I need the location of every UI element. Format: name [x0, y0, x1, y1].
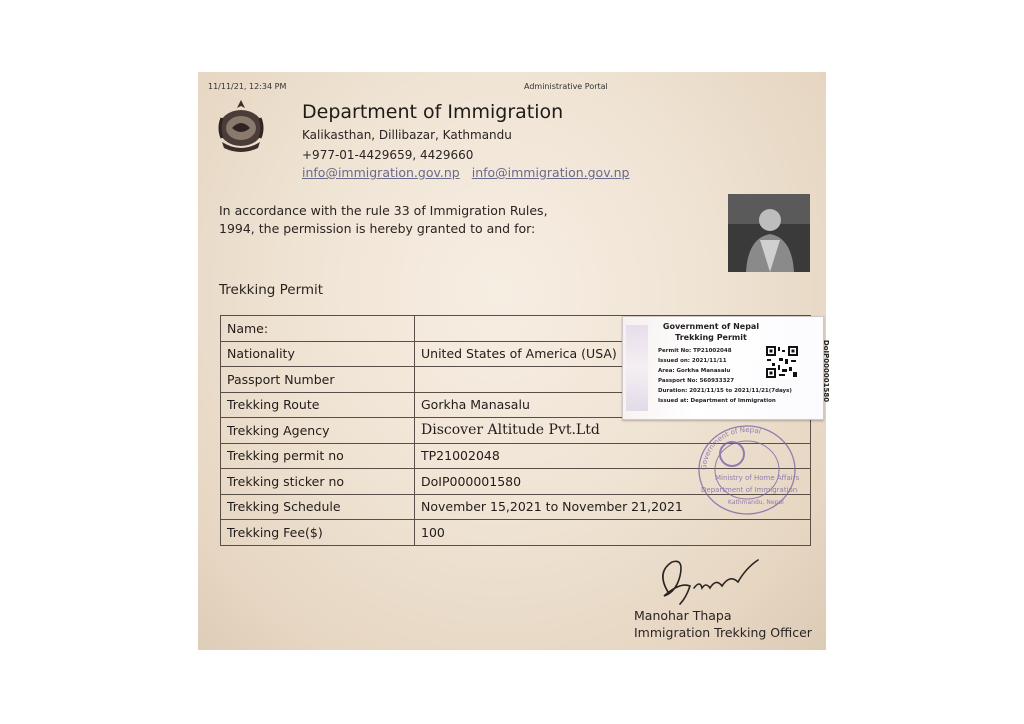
permit-heading: Trekking Permit: [219, 282, 324, 298]
stamp-text-1: Government of Nepal: [699, 425, 762, 471]
email-link-1[interactable]: info@immigration.gov.np: [302, 165, 460, 180]
row-label: Trekking permit no: [221, 443, 415, 469]
row-value: DoIP000001580: [415, 469, 811, 495]
department-phone: +977-01-4429659, 4429660: [302, 148, 474, 162]
row-label: Name:: [221, 316, 415, 342]
sticker-title: Trekking Permit: [675, 333, 747, 342]
row-label: Trekking sticker no: [221, 469, 415, 495]
stamp-text-4: Kathmandu, Nepal: [728, 499, 784, 506]
qr-code-icon: [765, 345, 799, 379]
row-label: Nationality: [221, 341, 415, 367]
signer-role: Immigration Trekking Officer: [634, 625, 812, 640]
permit-document: [198, 72, 831, 650]
department-address: Kalikasthan, Dillibazar, Kathmandu: [302, 128, 512, 142]
row-value: November 15,2021 to November 21,2021: [415, 494, 811, 520]
svg-text:Government of Nepal: [700, 426, 762, 470]
grant-statement: In accordance with the rule 33 of Immigration Rules, 1994, the permission is hereby granted to and for:: [219, 203, 548, 236]
portal-label: Administrative Portal: [524, 82, 608, 91]
stamp-text-3: Department of Immigration: [701, 486, 798, 494]
sticker-issued-on: Issued on: 2021/11/11: [658, 358, 727, 364]
stamp-text-2: Ministry of Home Affairs: [715, 474, 800, 482]
row-label: Trekking Fee($): [221, 520, 415, 546]
row-label: Passport Number: [221, 367, 415, 393]
official-stamp: [692, 418, 802, 518]
sticker-issued-at: Issued at: Department of Immigration: [658, 398, 776, 404]
department-title: Department of Immigration: [302, 101, 564, 123]
row-value: United States of America (USA): [415, 341, 811, 367]
sticker-permit-no: Permit No: TP21002048: [658, 348, 732, 354]
holder-photo: [728, 194, 810, 272]
row-label: Trekking Schedule: [221, 494, 415, 520]
row-value: Gorkha Manasalu: [415, 392, 811, 418]
handwritten-signature: [650, 552, 770, 612]
row-label: Trekking Agency: [221, 418, 415, 444]
print-timestamp: 11/11/21, 12:34 PM: [208, 82, 287, 91]
row-value: TP21002048: [415, 443, 811, 469]
nepal-emblem-icon: [216, 98, 266, 156]
row-label: Trekking Route: [221, 392, 415, 418]
sticker-vertical-code: DoIP000001580: [822, 339, 831, 403]
trekking-permit-sticker: [622, 316, 831, 420]
sticker-area: Area: Gorkha Manasalu: [658, 368, 731, 374]
department-emails: [302, 165, 637, 180]
sticker-duration: Duration: 2021/11/15 to 2021/11/21(7days): [658, 388, 792, 394]
sticker-gov: Government of Nepal: [662, 322, 760, 331]
row-value: Discover Altitude Pvt.Ltd: [415, 418, 811, 444]
sticker-passport: Passport No: 560933327: [658, 378, 735, 384]
table-row: [221, 520, 811, 546]
email-link-2[interactable]: info@immigration.gov.np: [471, 165, 630, 180]
row-value: 100: [415, 520, 811, 546]
signer-name: Manohar Thapa: [634, 608, 732, 623]
